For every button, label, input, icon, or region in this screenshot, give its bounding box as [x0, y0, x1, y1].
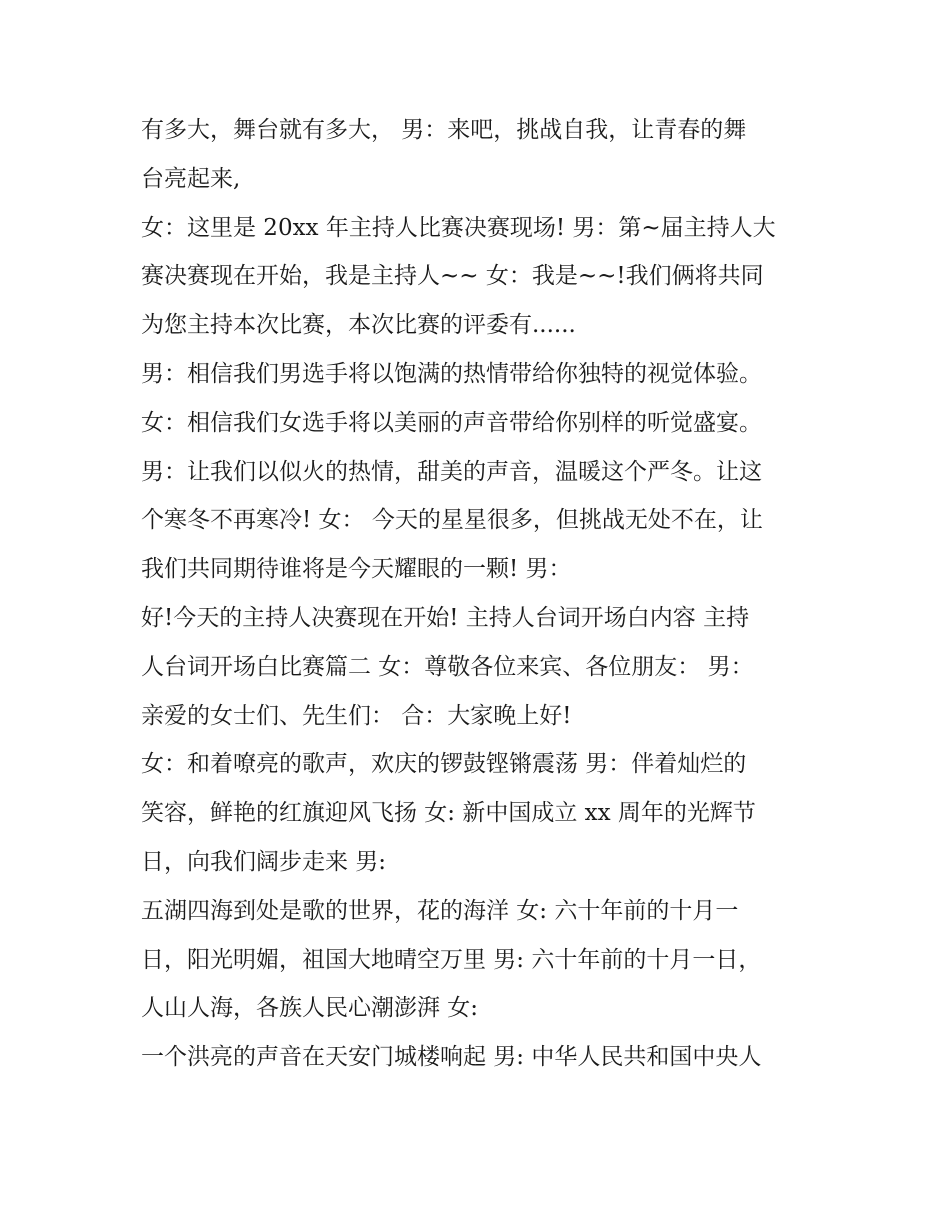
text-line: 女：和着嘹亮的歌声，欢庆的锣鼓铿锵震荡 男：伴着灿烂的 — [141, 751, 747, 778]
text-line: 赛决赛现在开始，我是主持人~~ 女：我是~~!我们俩将共同 — [141, 263, 764, 290]
text-line: 个寒冬不再寒冷! 女： 今天的星星很多，但挑战无处不在，让 — [141, 507, 763, 534]
text-line: 女：相信我们女选手将以美丽的声音带给你别样的听觉盛宴。 — [141, 409, 762, 436]
text-line: 男：相信我们男选手将以饱满的热情带给你独特的视觉体验。 — [141, 360, 762, 387]
text-line: 有多大，舞台就有多大， 男：来吧，挑战自我，让青春的舞 — [141, 117, 747, 143]
text-line: 日，阳光明媚，祖国大地晴空万里 男: 六十年前的十月一日， — [141, 946, 762, 973]
document-body — [141, 106, 821, 1082]
text-line: 亲爱的女士们、先生们： 合：大家晚上好! — [141, 702, 572, 729]
text-line: 我们共同期待谁将是今天耀眼的一颗! 男： — [141, 556, 572, 583]
text-line: 笑容，鲜艳的红旗迎风飞扬 女: 新中国成立 xx 周年的光辉节 — [141, 800, 756, 827]
text-line: 五湖四海到处是歌的世界，花的海洋 女: 六十年前的十月一 — [141, 897, 739, 924]
text-line: 台亮起来, — [141, 165, 241, 192]
text-line: 为您主持本次比赛，本次比赛的评委有...... — [141, 312, 576, 339]
text-line: 人山人海，各族人民心潮澎湃 女: — [141, 995, 479, 1022]
text-line: 一个洪亮的声音在天安门城楼响起 男: 中华人民共和国中央人 — [141, 1044, 762, 1071]
text-line: 女：这里是 20xx 年主持人比赛决赛现场! 男：第~届主持人大 — [141, 214, 776, 241]
text-line: 好!今天的主持人决赛现在开始! 主持人台词开场白内容 主持 — [141, 604, 750, 631]
text-line: 日，向我们阔步走来 男: — [141, 848, 387, 875]
text-line: 男：让我们以似火的热情，甜美的声音，温暖这个严冬。让这 — [141, 458, 762, 485]
text-line: 人台词开场白比赛篇二 女：尊敬各位来宾、各位朋友： 男： — [141, 653, 754, 680]
